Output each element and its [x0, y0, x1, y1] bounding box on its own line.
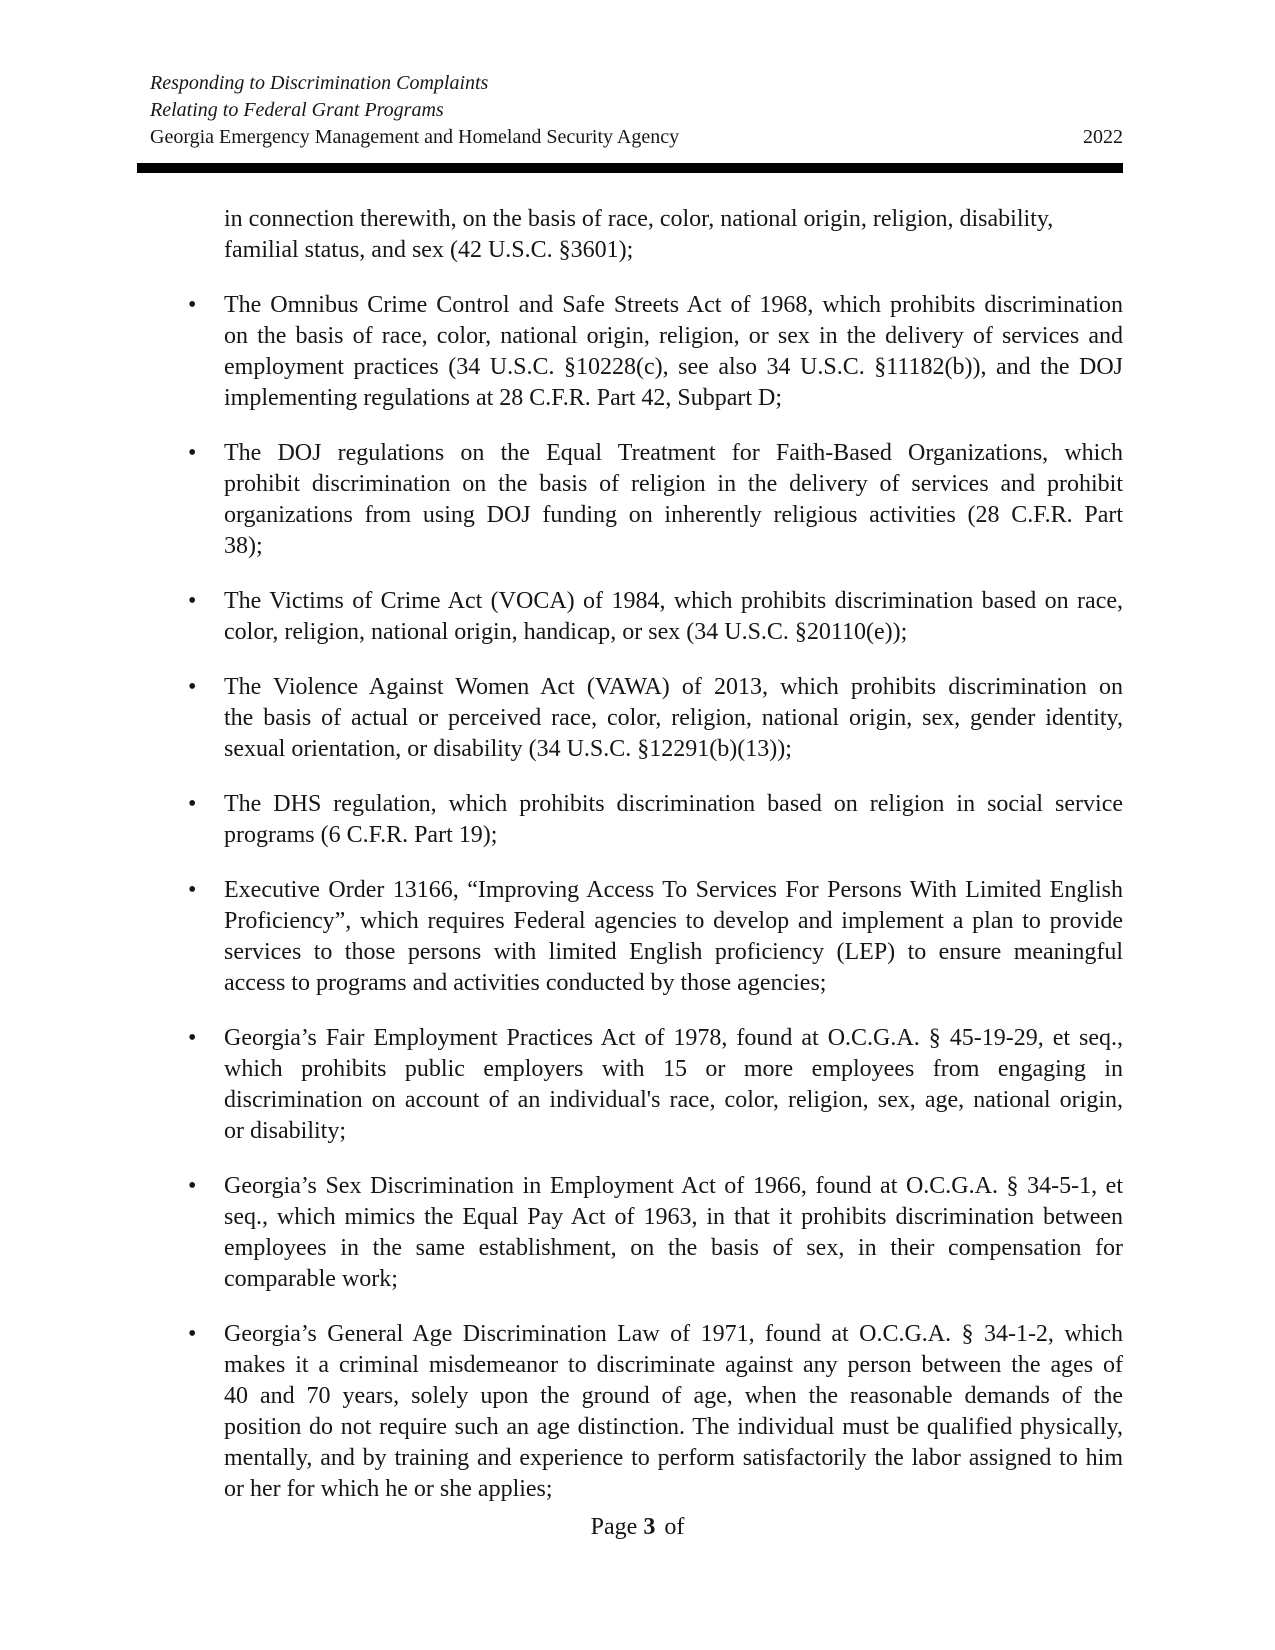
bullet-marker: •	[188, 674, 197, 700]
text-line: Proficiency”, which requires Federal agencies to develop and implement a plan to provide	[224, 908, 1123, 934]
text-line: on the basis of race, color, national origin, religion, or sex in the delivery of services and	[224, 323, 1123, 349]
paragraph-lines	[224, 586, 1123, 648]
bullet-marker: •	[188, 1025, 197, 1051]
text-line: employment practices (34 U.S.C. §10228(c), see also 34 U.S.C. §11182(b)), and the DOJ	[224, 354, 1123, 380]
bullet-marker: •	[188, 440, 197, 466]
text-line: comparable work;	[224, 1266, 398, 1292]
text-line: 40 and 70 years, solely upon the ground of age, when the reasonable demands of the	[224, 1383, 1123, 1409]
page-footer	[0, 1512, 1275, 1543]
text-line: services to those persons with limited English proficiency (LEP) to ensure meaningful	[224, 939, 1123, 965]
footer-page-number: 3	[643, 1514, 656, 1540]
text-line: familial status, and sex (42 U.S.C. §3601);	[224, 237, 634, 263]
bullet-marker: •	[188, 877, 197, 903]
text-line: mentally, and by training and experience to perform satisfactorily the labor assigned to him	[224, 1445, 1123, 1471]
text-line: access to programs and activities conducted by those agencies;	[224, 970, 827, 996]
text-line: 38);	[224, 533, 263, 559]
bullet-item	[150, 1171, 1123, 1295]
bullet-item	[150, 789, 1123, 851]
header-agency-name: Georgia Emergency Management and Homeland Security Agency	[150, 126, 680, 148]
text-line: The Victims of Crime Act (VOCA) of 1984, which prohibits discrimination based on race,	[224, 588, 1123, 614]
text-line: The DOJ regulations on the Equal Treatment for Faith-Based Organizations, which	[224, 440, 1123, 466]
bullet-marker: •	[188, 1173, 197, 1199]
text-line: discrimination on account of an individual's race, color, religion, sex, age, national origin,	[224, 1087, 1123, 1113]
text-line: The Omnibus Crime Control and Safe Streets Act of 1968, which prohibits discrimination	[224, 292, 1123, 318]
text-line: organizations from using DOJ funding on inherently religious activities (28 C.F.R. Part	[224, 502, 1123, 528]
paragraph-lines	[224, 1171, 1123, 1295]
header-divider-bar	[137, 163, 1123, 173]
text-line: position do not require such an age distinction. The individual must be qualified physically,	[224, 1414, 1123, 1440]
text-line: prohibit discrimination on the basis of religion in the delivery of services and prohibit	[224, 471, 1123, 497]
bullet-item	[150, 290, 1123, 414]
paragraph-lines	[224, 1319, 1123, 1505]
text-line: Georgia’s General Age Discrimination Law of 1971, found at O.C.G.A. § 34-1-2, which	[224, 1321, 1123, 1347]
paragraph-lines	[224, 204, 1123, 266]
bullet-marker: •	[188, 292, 197, 318]
header-title-line-1: Responding to Discrimination Complaints	[150, 72, 489, 94]
text-line: makes it a criminal misdemeanor to discriminate against any person between the ages of	[224, 1352, 1123, 1378]
header-year: 2022	[1083, 126, 1123, 148]
text-line: The DHS regulation, which prohibits discrimination based on religion in social service	[224, 791, 1123, 817]
paragraph-lines	[224, 672, 1123, 765]
header-title-line-2: Relating to Federal Grant Programs	[150, 99, 444, 121]
paragraph-lines	[224, 438, 1123, 562]
footer-page-label: Page	[590, 1514, 638, 1540]
text-line: seq., which mimics the Equal Pay Act of 1963, in that it prohibits discrimination between	[224, 1204, 1123, 1230]
text-line: sexual orientation, or disability (34 U.S.C. §12291(b)(13));	[224, 736, 792, 762]
text-line: the basis of actual or perceived race, color, religion, national origin, sex, gender identity,	[224, 705, 1123, 731]
document-body	[150, 204, 1123, 1505]
text-line: color, religion, national origin, handicap, or sex (34 U.S.C. §20110(e));	[224, 619, 908, 645]
text-line: Executive Order 13166, “Improving Access To Services For Persons With Limited English	[224, 877, 1123, 903]
bullet-marker: •	[188, 1321, 197, 1347]
continuation-paragraph	[150, 204, 1123, 266]
bullet-marker: •	[188, 588, 197, 614]
bullet-item	[150, 672, 1123, 765]
text-line: or disability;	[224, 1118, 346, 1144]
text-line: which prohibits public employers with 15 or more employees from engaging in	[224, 1056, 1123, 1082]
paragraph-lines	[224, 1023, 1123, 1147]
paragraph-lines	[224, 789, 1123, 851]
bullet-item	[150, 438, 1123, 562]
text-line: The Violence Against Women Act (VAWA) of 2013, which prohibits discrimination on	[224, 674, 1123, 700]
header-agency-row	[150, 124, 1123, 151]
paragraph-lines	[224, 875, 1123, 999]
bullet-item	[150, 1319, 1123, 1505]
text-line: employees in the same establishment, on the basis of sex, in their compensation for	[224, 1235, 1123, 1261]
footer-of-label: of	[664, 1514, 685, 1540]
bullet-item	[150, 875, 1123, 999]
text-line: implementing regulations at 28 C.F.R. Part 42, Subpart D;	[224, 385, 783, 411]
bullet-marker: •	[188, 791, 197, 817]
paragraph-lines	[224, 290, 1123, 414]
page-header	[150, 70, 1123, 151]
bullet-item	[150, 586, 1123, 648]
text-line: in connection therewith, on the basis of race, color, national origin, religion, disability,	[224, 206, 1054, 232]
bullet-item	[150, 1023, 1123, 1147]
text-line: programs (6 C.F.R. Part 19);	[224, 822, 498, 848]
text-line: or her for which he or she applies;	[224, 1476, 553, 1502]
text-line: Georgia’s Fair Employment Practices Act of 1978, found at O.C.G.A. § 45-19-29, et seq.,	[224, 1025, 1123, 1051]
text-line: Georgia’s Sex Discrimination in Employment Act of 1966, found at O.C.G.A. § 34-5-1, et	[224, 1173, 1123, 1199]
